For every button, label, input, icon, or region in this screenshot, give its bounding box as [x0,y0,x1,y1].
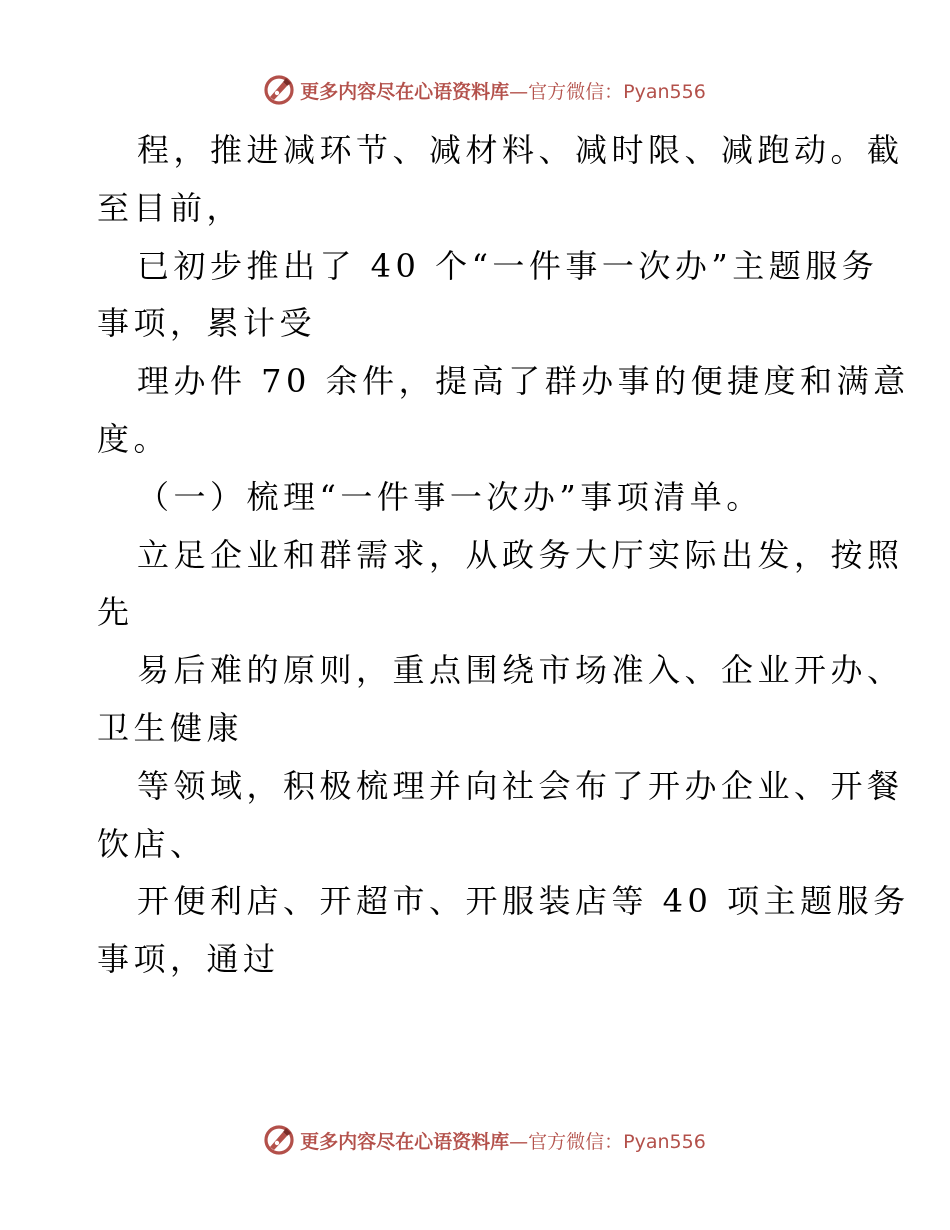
text-line-15: 事项，通过 [97,940,280,979]
watermark-separator: — [509,1130,529,1153]
text-line-12: 等领域，积极梳理并向社会布了开办企业、开餐 [137,766,904,805]
text-line-10: 易后难的原则，重点围绕市场准入、企业开办、 [137,651,904,690]
watermark-separator: — [509,80,529,103]
watermark-group [262,73,706,107]
document-body [97,122,910,989]
watermark-main-text: 更多内容尽在心语资料库 [300,1130,510,1153]
watermark-group [262,1123,706,1157]
text-line-5: 理办件 70 余件，提高了群办事的便捷度和满意 [137,362,910,401]
text-line-1: 程，推进减环节、减材料、减时限、减跑动。截 [137,131,904,169]
text-line-8: 立足企业和群需求，从政务大厅实际出发，按照 [137,535,904,574]
text-line-2: 至目前， [97,188,244,227]
text-line-4: 事项，累计受 [97,304,317,343]
watermark-wechat-text: 官方微信：Pyan556 [528,1130,706,1153]
text-line-3: 已初步推出了 40 个“一件事一次办”主题服务 [137,246,879,285]
watermark-wechat-text: 官方微信：Pyan556 [528,80,706,103]
text-line-9: 先 [97,593,134,632]
library-logo-icon [262,1123,296,1157]
header-watermark [0,70,950,110]
watermark-main-text: 更多内容尽在心语资料库 [300,80,510,103]
text-line-13: 饮店、 [97,824,207,863]
library-logo-icon [262,73,296,107]
footer-watermark [0,1120,950,1160]
text-line-14: 开便利店、开超市、开服装店等 40 项主题服务 [137,882,910,921]
section-heading: （一）梳理“一件事一次办”事项清单。 [137,477,763,516]
text-line-6: 度。 [97,419,171,458]
text-line-11: 卫生健康 [97,708,244,747]
